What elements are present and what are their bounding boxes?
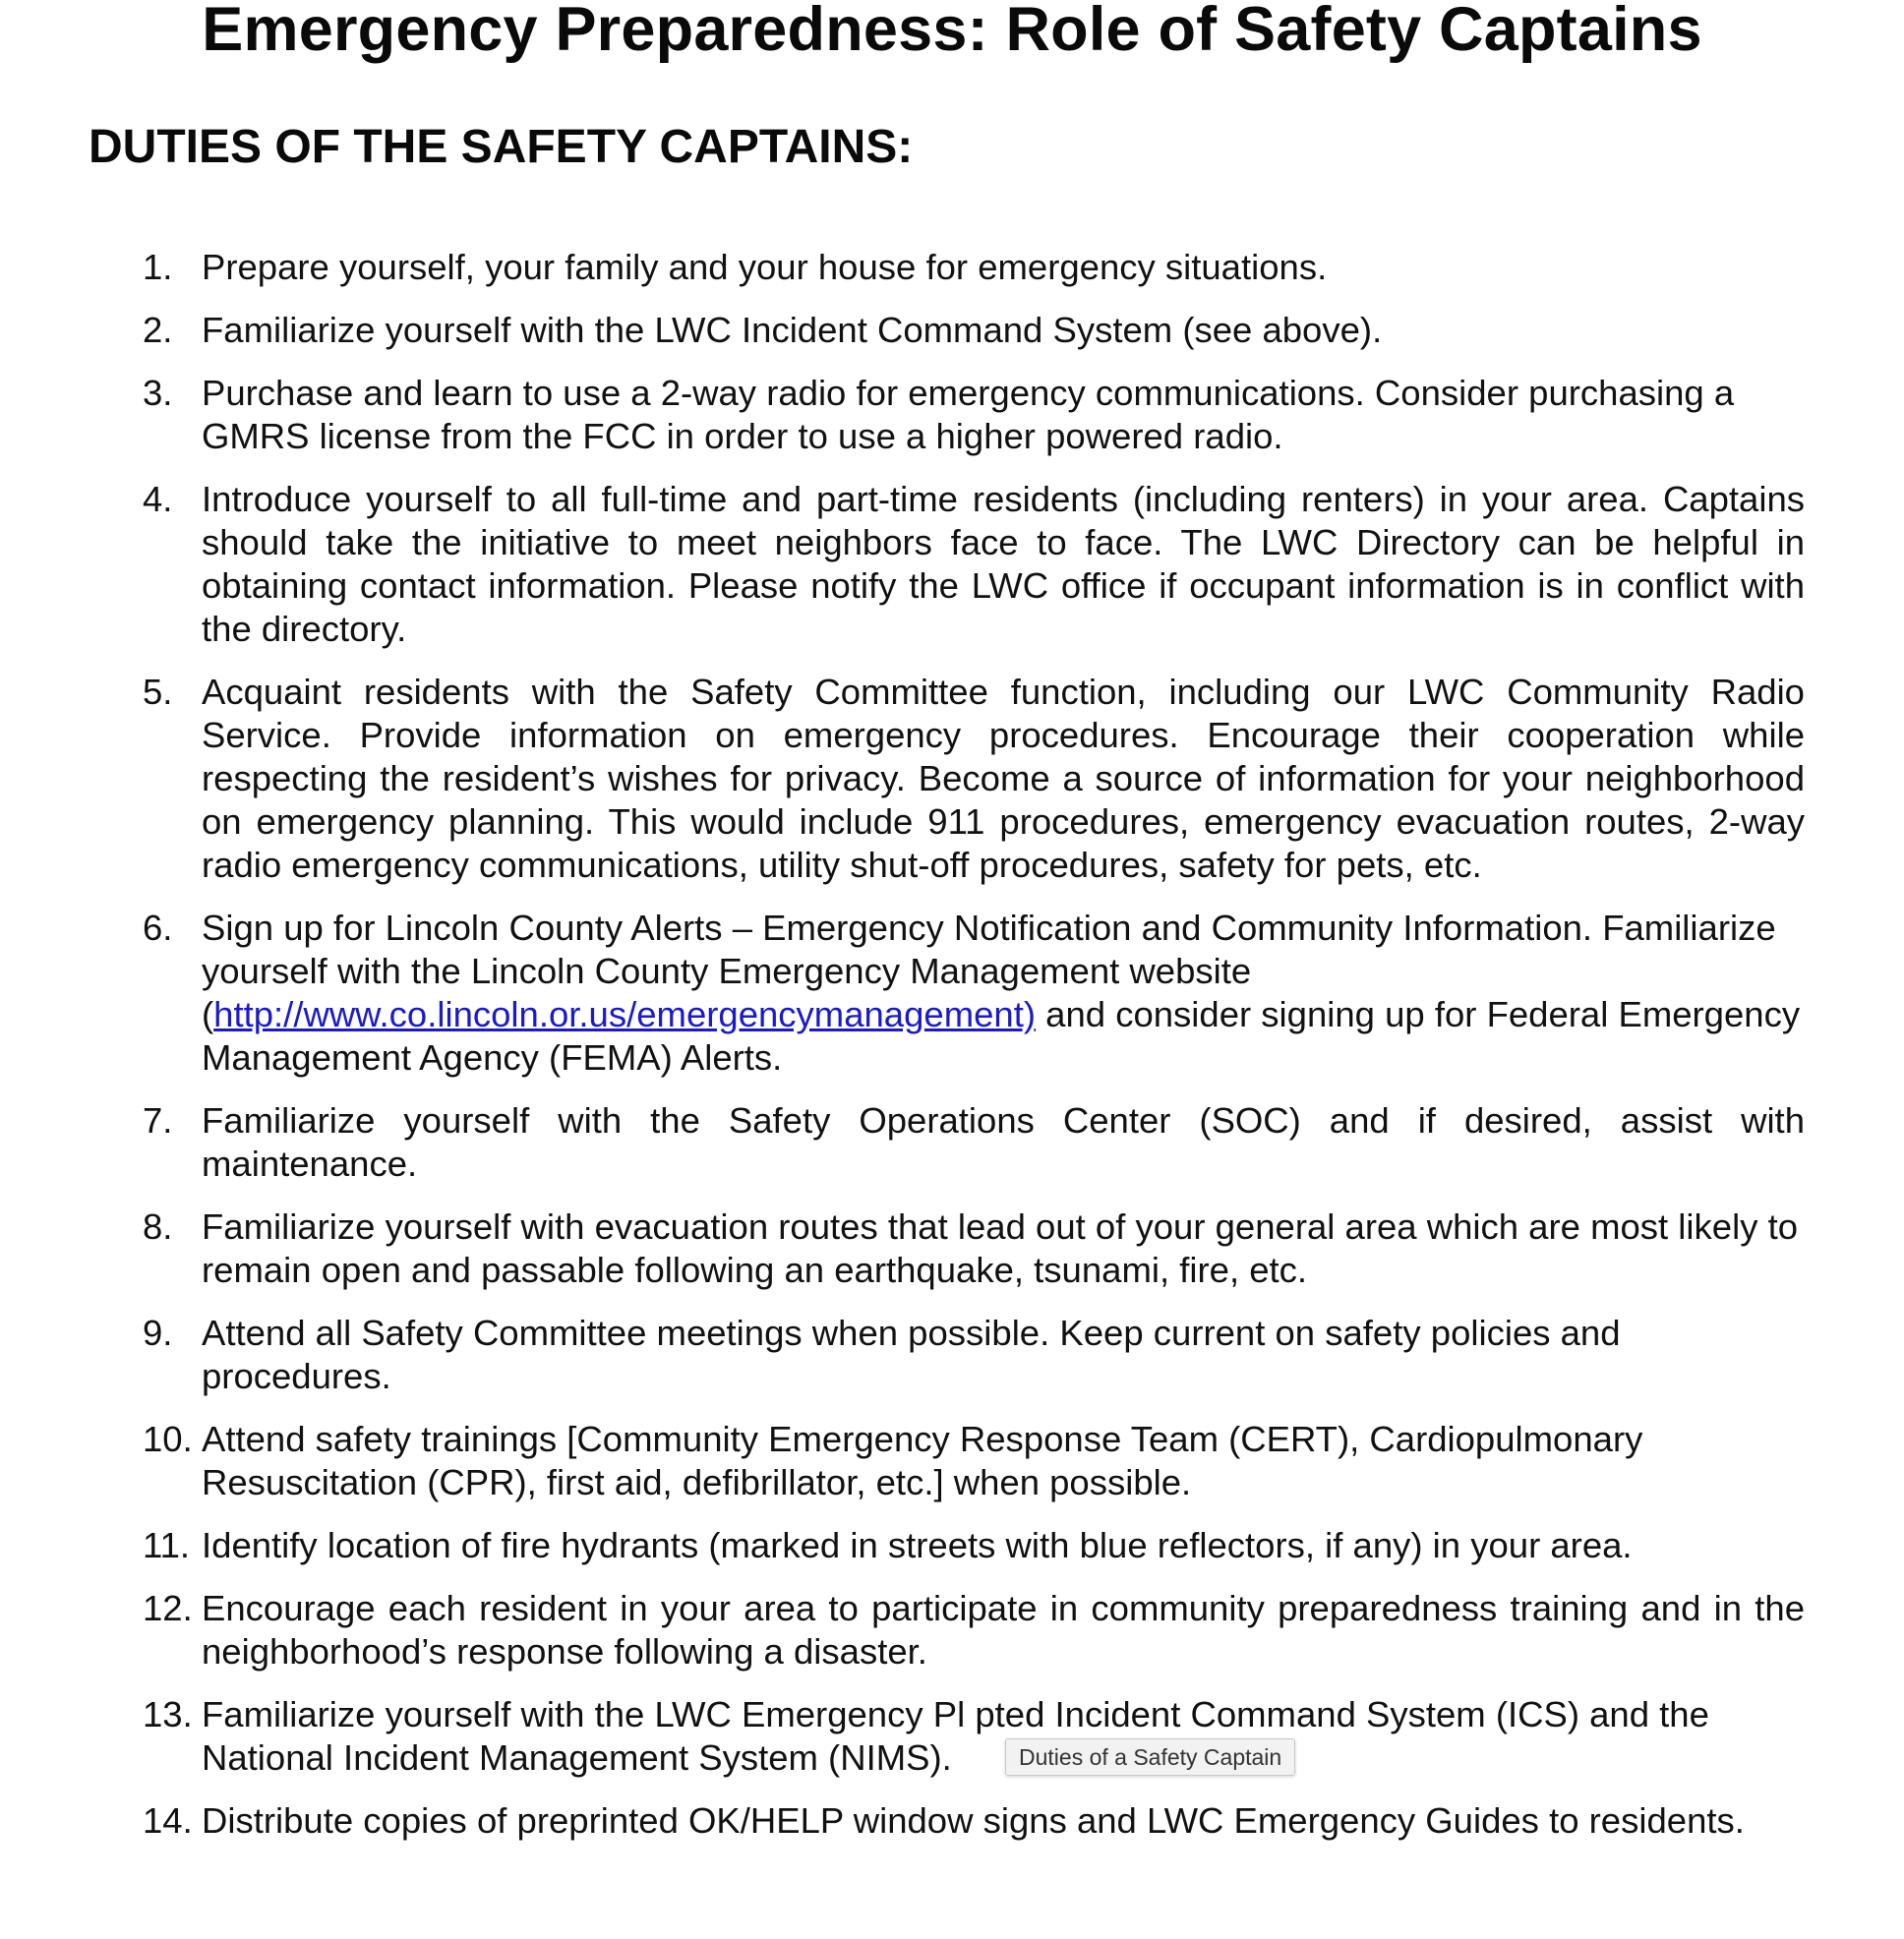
document-title: Emergency Preparedness: Role of Safety Captains — [202, 0, 1702, 64]
tooltip: Duties of a Safety Captain — [1005, 1738, 1295, 1776]
list-item — [143, 1205, 1805, 1292]
item-number: 6. — [143, 908, 173, 948]
list-item — [143, 1693, 1805, 1780]
item-text: Familiarize yourself with evacuation routes that lead out of your general area which are most likely to remain open and passable following an earthquake, tsunami, fire, etc. — [202, 1206, 1799, 1290]
item-text: Identify location of fire hydrants (marked in streets with blue reflectors, if any) in your area. — [202, 1525, 1633, 1565]
item-number: 10. — [143, 1419, 193, 1459]
item-text: Prepare yourself, your family and your house for emergency situations. — [202, 247, 1328, 287]
item-text — [202, 907, 1805, 1080]
duties-list — [143, 246, 1805, 1862]
item-number: 2. — [143, 310, 173, 350]
list-item — [143, 478, 1805, 651]
list-item — [143, 1799, 1805, 1843]
item-number: 3. — [143, 373, 173, 413]
item-number: 5. — [143, 672, 173, 712]
list-item — [143, 671, 1805, 887]
item-text: Encourage each resident in your area to participate in community preparedness training and in the neighborhood’s response following a disaster. — [202, 1588, 1805, 1672]
item-number: 14. — [143, 1800, 193, 1841]
item-text-before-link: Sign up for Lincoln County Alerts – Emergency Notification and Community Information. Familiarize yourself with the Lincoln County Emergency Management website ( — [202, 908, 1776, 1034]
item-text: Acquaint residents with the Safety Committee function, including our LWC Community Radio Service. Provide information on emergency procedures. Encourage their cooperation while respecting the resident’s wishes for privacy. Become a source of information for your neighborhood on emergency planning. This would include 911 procedures, emergency evacuation routes, 2-way radio emergency communications, utility shut-off procedures, safety for pets, etc. — [202, 672, 1805, 885]
section-heading: DUTIES OF THE SAFETY CAPTAINS: — [89, 121, 914, 173]
list-item — [143, 1099, 1805, 1186]
item-number: 4. — [143, 479, 173, 519]
item-text: Distribute copies of preprinted OK/HELP window signs and LWC Emergency Guides to residents. — [202, 1800, 1745, 1841]
item-text-after-link: and consider signing up for Federal Emergency Management Agency (FEMA) Alerts. — [202, 994, 1801, 1078]
item-number: 11. — [143, 1525, 191, 1565]
list-item — [143, 1524, 1805, 1567]
item-number: 13. — [143, 1694, 193, 1734]
item-text: Attend safety trainings [Community Emergency Response Team (CERT), Cardiopulmonary Resuscitation (CPR), first aid, defibrillator, etc.] when possible. — [202, 1419, 1643, 1502]
list-item — [143, 1418, 1805, 1504]
item-text: Familiarize yourself with the Safety Operations Center (SOC) and if desired, assist with maintenance. — [202, 1100, 1805, 1184]
item-text: Attend all Safety Committee meetings when possible. Keep current on safety policies and procedures. — [202, 1313, 1621, 1396]
item-number: 8. — [143, 1206, 173, 1247]
item-number: 12. — [143, 1588, 193, 1628]
list-item — [143, 1587, 1805, 1674]
list-item — [143, 1312, 1805, 1398]
item-number: 9. — [143, 1313, 173, 1353]
item-number: 1. — [143, 247, 173, 287]
item-text: Purchase and learn to use a 2-way radio for emergency communications. Consider purchasing a GMRS license from the FCC in order to use a higher powered radio. — [202, 373, 1735, 456]
item-text: Introduce yourself to all full-time and part-time residents (including renters) in your area. Captains should take the initiative to meet neighbors face to face. The LWC Directory can be helpful in obtaining contact information. Please notify the LWC office if occupant information is in conflict with the directory. — [202, 479, 1805, 649]
list-item — [143, 309, 1805, 352]
list-item — [143, 907, 1805, 1080]
item-text: Familiarize yourself with the LWC Incident Command System (see above). — [202, 310, 1383, 350]
item-number: 7. — [143, 1100, 173, 1141]
list-item — [143, 372, 1805, 458]
list-item — [143, 246, 1805, 289]
item-text: Familiarize yourself with the LWC Emergency Pl pted Incident Command System (ICS) and the National Incident Management System (NIMS). — [202, 1694, 1709, 1778]
emergency-management-link[interactable]: http://www.co.lincoln.or.us/emergencymanagement) — [213, 994, 1037, 1034]
